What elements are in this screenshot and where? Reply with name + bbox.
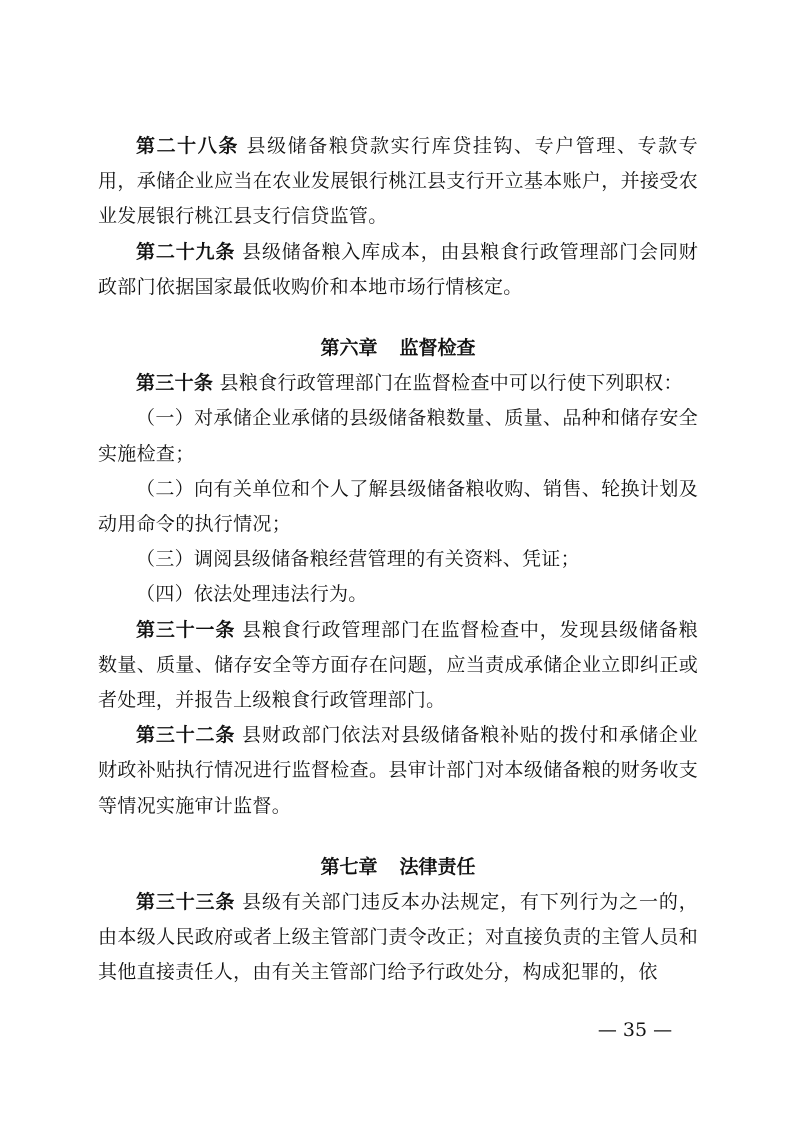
article-32 (98, 718, 698, 824)
article-33 (98, 885, 698, 991)
article-number: 第三十三条 (136, 891, 236, 914)
clause-3 (98, 542, 698, 577)
article-29 (98, 235, 698, 305)
article-28 (98, 129, 698, 235)
article-text: 县级储备粮贷款实行库贷挂钩、专户管理、专款专用，承储企业应当在农业发展银行桃江县支行开立基本账户，并接受农业发展银行桃江县支行信贷监管。 (98, 135, 698, 228)
chapter-heading-6 (98, 331, 698, 366)
article-number: 第三十一条 (136, 618, 236, 641)
clause-text: （三）调阅县级储备粮经营管理的有关资料、凭证； (136, 548, 580, 571)
article-text: 县级储备粮入库成本，由县粮食行政管理部门会同财政部门依据国家最低收购价和本地市场行情核定。 (98, 240, 698, 298)
article-text: 县财政部门依法对县级储备粮补贴的拨付和承储企业财政补贴执行情况进行监督检查。县审计部门对本级储备粮的财务收支等情况实施审计监督。 (98, 724, 698, 817)
clause-text: （一）对承储企业承储的县级储备粮数量、质量、品种和储存安全实施检查； (98, 407, 698, 465)
chapter-heading-7 (98, 850, 698, 885)
clause-4 (98, 577, 698, 612)
chapter-title: 监督检查 (399, 337, 476, 360)
clause-text: （四）依法处理违法行为。 (136, 583, 368, 606)
article-number: 第三十二条 (136, 724, 236, 747)
article-number: 第二十九条 (136, 240, 236, 263)
chapter-title: 法律责任 (399, 855, 476, 878)
clause-1 (98, 401, 698, 471)
chapter-number: 第六章 (320, 337, 378, 360)
article-30 (98, 366, 698, 401)
article-text: 县级有关部门违反本办法规定，有下列行为之一的，由本级人民政府或者上级主管部门责令改正；对直接负责的主管人员和其他直接责任人，由有关主管部门给予行政处分，构成犯罪的，依 (98, 891, 698, 984)
article-31 (98, 613, 698, 719)
article-text: 县粮食行政管理部门在监督检查中可以行使下列职权： (213, 372, 683, 395)
clause-2 (98, 472, 698, 542)
page-number: — 35 — (597, 1019, 673, 1041)
article-number: 第三十条 (136, 372, 214, 395)
article-number: 第二十八条 (136, 135, 239, 157)
chapter-number: 第七章 (320, 855, 378, 878)
document-body (98, 129, 698, 991)
clause-text: （二）向有关单位和个人了解县级储备粮收购、销售、轮换计划及动用命令的执行情况； (98, 477, 698, 536)
article-text: 县粮食行政管理部门在监督检查中，发现县级储备粮数量、质量、储存安全等方面存在问题，应当责成承储企业立即纠正或者处理，并报告上级粮食行政管理部门。 (98, 618, 698, 712)
